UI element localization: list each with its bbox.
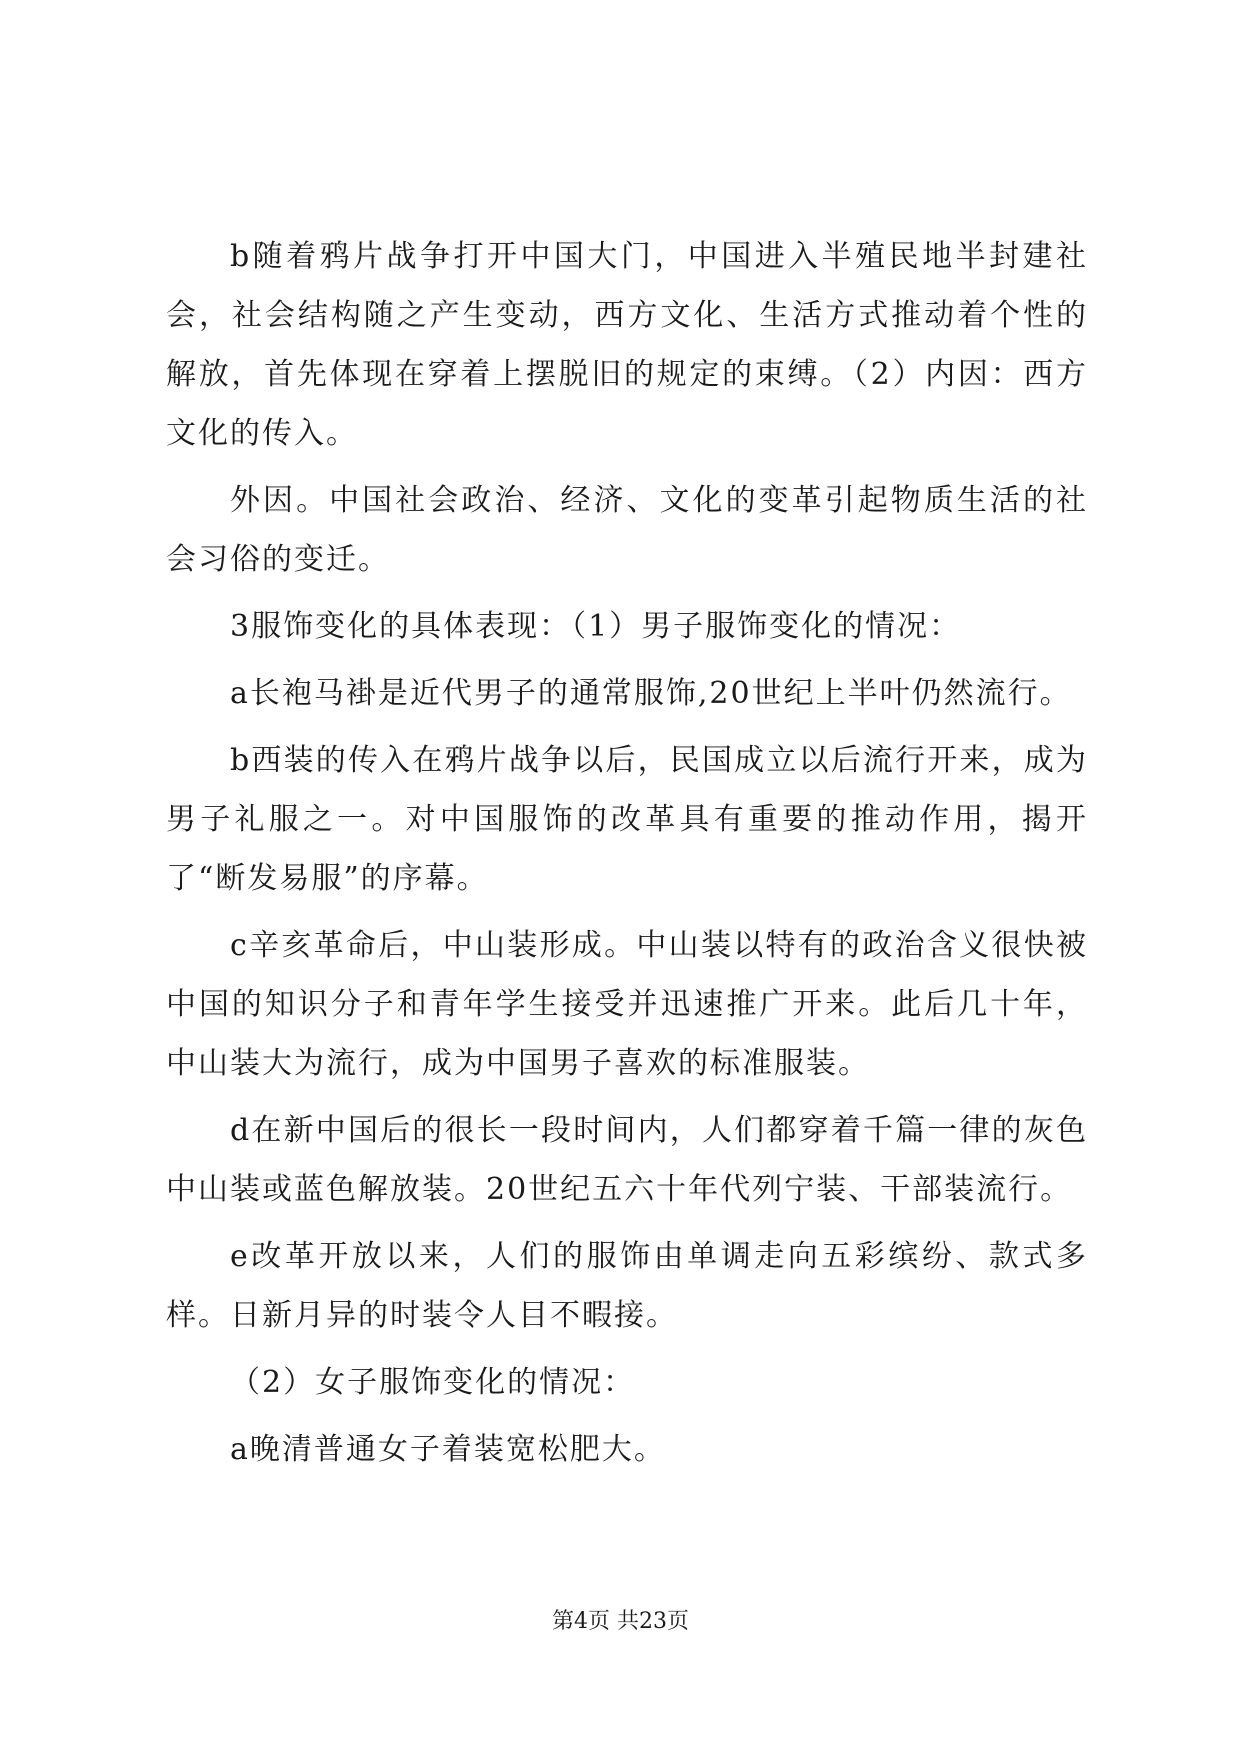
paragraph-e-reform-opening: e改革开放以来，人们的服饰由单调走向五彩缤纷、款式多样。日新月异的时装令人目不暇接。 <box>166 1239 1088 1333</box>
paragraph-section-3-heading: 3服饰变化的具体表现：（1）男子服饰变化的情况： <box>230 609 962 644</box>
paragraph-women-heading: （2）女子服饰变化的情况： <box>230 1365 636 1400</box>
page-number-footer: 第4页 共23页 <box>552 1609 689 1634</box>
paragraph-d-new-china: d在新中国后的很长一段时间内，人们都穿着千篇一律的灰色中山装或蓝色解放装。20世纪五六十年代列宁装、干部装流行。 <box>166 1113 1088 1207</box>
paragraph-a-changpao-magua: a长袍马褂是近代男子的通常服饰,20世纪上半叶仍然流行。 <box>230 676 1072 711</box>
paragraph-c-zhongshan-suit: c辛亥革命后，中山装形成。中山装以特有的政治含义很快被中国的知识分子和青年学生接受并迅速推广开来。此后几十年，中山装大为流行，成为中国男子喜欢的标准服装。 <box>166 928 1088 1081</box>
paragraph-b-opium-war: b随着鸦片战争打开中国大门，中国进入半殖民地半封建社会，社会结构随之产生变动，西方文化、生活方式推动着个性的解放，首先体现在穿着上摆脱旧的规定的束缚。（2）内因：西方文化的传入。 <box>166 239 1088 451</box>
paragraph-a-late-qing-women: a晚清普通女子着装宽松肥大。 <box>230 1432 666 1467</box>
paragraph-external-causes: 外因。中国社会政治、经济、文化的变革引起物质生活的社会习俗的变迁。 <box>166 483 1088 577</box>
document-body <box>166 227 1088 1479</box>
paragraph-b-western-suit: b西装的传入在鸦片战争以后，民国成立以后流行开来，成为男子礼服之一。对中国服饰的改革具有重要的推动作用，揭开了“断发易服”的序幕。 <box>166 743 1088 896</box>
